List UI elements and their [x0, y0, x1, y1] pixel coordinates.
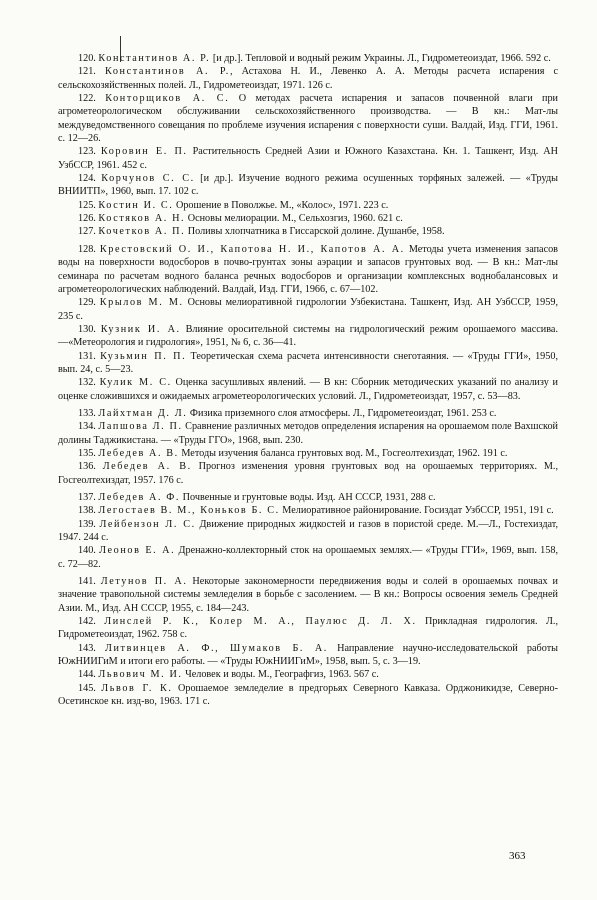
- entry-author: Костяков А. Н.: [98, 213, 186, 225]
- bibliography-entry: [58, 296, 558, 323]
- entry-number: 137.: [78, 492, 96, 503]
- entry-number: 128.: [78, 243, 96, 255]
- entry-author: Лебедев А. Ф.: [98, 492, 181, 503]
- bibliography-entry: [58, 544, 558, 571]
- bibliography-entry: [58, 145, 558, 172]
- entry-text: Дренажно-коллекторный сток на орошаемых землях.— «Труды ГГИ», 1969, вып. 158, с. 72—82.: [58, 545, 559, 570]
- entry-number: 144.: [78, 669, 96, 681]
- entry-text: Физика приземного слоя атмосферы. Л., Гидрометеоиздат, 1961. 253 с.: [187, 407, 497, 419]
- bibliography-entry: [58, 323, 558, 350]
- bibliography-entry: [58, 243, 558, 296]
- entry-author: Кочетков А. П.: [98, 226, 186, 238]
- entry-number: 138.: [78, 505, 96, 517]
- bibliography-entry: [58, 460, 558, 487]
- entry-text: Основы мелиоративной гидрологии Узбекистана. Ташкент, Изд. АН УзбССР, 1959, 235 с.: [58, 297, 559, 322]
- entry-number: 141.: [78, 576, 96, 588]
- bibliography-entry: [58, 199, 558, 212]
- bibliography-entry: [58, 65, 558, 92]
- entry-author: Корчунов С. С.: [101, 173, 195, 185]
- entry-author: Лебедев А. В.: [102, 461, 192, 473]
- entry-author: Конторщиков А. С.: [105, 93, 230, 105]
- entry-text: Оценка засушливых явлений. — В кн: Сборник методических указаний по анализу и оценке сложившихся и ожидаемых агрометеорологических условий. Л., Гидрометеоиздат, 1957, с. 53—83.: [58, 377, 558, 402]
- bibliography-entry: [58, 575, 558, 615]
- entry-text: Почвенные и грунтовые воды. Изд. АН СССР, 1931, 288 с.: [180, 492, 436, 503]
- entry-number: 145.: [78, 682, 96, 694]
- entry-text: Человек и воды. М., Географгиз, 1963. 567 с.: [182, 669, 379, 681]
- entry-text: Теоретическая схема расчета интенсивности снеготаяния. — «Труды ГГИ», 1950, вып. 24, с. 5—23.: [58, 350, 558, 375]
- bibliography-entry: [58, 518, 558, 545]
- entry-author: Лебедев А. В.: [98, 447, 179, 459]
- entry-number: 139.: [78, 518, 96, 530]
- entry-author: Кузьмин П. П.: [100, 350, 187, 362]
- entry-number: 122.: [78, 93, 96, 105]
- entry-author: Константинов А. Р.: [104, 66, 230, 78]
- entry-number: 134.: [78, 421, 96, 433]
- entry-author: Львович М. И.: [98, 669, 183, 681]
- entry-number: 140.: [78, 545, 96, 557]
- entry-number: 136.: [78, 461, 96, 473]
- entry-number: 124.: [78, 173, 96, 185]
- entry-text: Прогноз изменения уровня грунтовых вод на орошаемых территориях. М., Госгеолтехиздат, 1957. 176 с.: [58, 461, 559, 486]
- entry-number: 123.: [78, 146, 96, 158]
- entry-author: Лапшова Л. П.: [98, 421, 183, 433]
- entry-number: 120.: [78, 53, 96, 64]
- entry-text: Движение природных жидкостей и газов в пористой среде. М.—Л., Гостехиздат, 1947. 244 с.: [58, 518, 559, 544]
- bibliography-entry: [58, 447, 558, 460]
- entry-number: 127.: [78, 226, 96, 238]
- entry-text: Некоторые закономерности передвижения воды и солей в орошаемых почвах и значение травопольной системы земледелия в борьбе с засолением. — В кн.: Вопросы освоения земель Средней Азии. М., Изд. АН СССР, 1955, с. 184—243.: [58, 576, 558, 614]
- bibliography-entry: [58, 668, 558, 681]
- entry-text: Прикладная гидрология. Л., Гидрометеоиздат, 1962. 758 с.: [58, 616, 558, 641]
- bibliography-entry: [58, 376, 558, 403]
- entry-author: Лайхтман Д. Л.: [98, 407, 188, 419]
- entry-number: 130.: [78, 323, 96, 335]
- bibliography-entry: [58, 491, 558, 504]
- bibliography-entry: [58, 350, 558, 377]
- entry-text: Методы учета изменения запасов воды на поверхности водосборов в почво-грунтах зоны аэрации и запасов грунтовых вод. — В кн.: Мат-лы семинара по расчетам водного баланса речных водосборов и организации комплексных воднобалансовых и агрометеорологических наблюдений. Валдай, Изд. ГГИ, 1966, с. 67—102.: [58, 243, 558, 295]
- entry-text: Направление научно-исследовательской работы ЮжНИИГиМ и итоги его работы. — «Труды ЮжНИИГиМ», 1958, вып. 5, с. 3—19.: [58, 642, 558, 668]
- bibliography-entry: [58, 172, 558, 199]
- entry-text: Орошаемое земледелие в предгорьях Северного Кавказа. Орджоникидзе, Северно-Осетинское кн. изд-во, 1963. 171 с.: [58, 682, 558, 708]
- entry-author: Леонов Е. А.: [99, 545, 176, 557]
- entry-text: Влияние оросительной системы на гидрологический режим орошаемого массива. —«Метеорология и гидрология», 1951, № 6, с. 36—41.: [58, 323, 558, 349]
- entry-text: О методах расчета испарения и запасов почвенной влаги при агрометеорологическом обслуживании сельскохозяйственного производства. — В кн.: Мат-лы междуведомственного совещания по проблеме изучения испарения с поверхности суши. Валдай, Изд. ГГИ, 1961. с. 12—26.: [58, 93, 559, 145]
- entry-author: Коровин Е. П.: [100, 146, 188, 158]
- entry-text: , Астахова Н. И., Левенко А. А. Методы расчета испарения с сельскохозяйственных полей. Л., Гидрометеоиздат, 1971. 126 с.: [58, 66, 559, 91]
- entry-author: Костин И. С.: [98, 199, 174, 211]
- bibliography-entry: [58, 52, 558, 65]
- entry-text: Орошение в Поволжье. М., «Колос», 1971. 223 с.: [173, 199, 389, 211]
- entry-number: 131.: [78, 350, 96, 362]
- entry-text: Растительность Средней Азии и Южного Казахстана. Кн. 1. Ташкент, Изд. АН УзбССР, 1961. 452 с.: [58, 146, 559, 171]
- entry-number: 143.: [78, 642, 96, 654]
- entry-author: Линслей Р. К., Колер М. А., Паулюс Д. Л. Х.: [104, 616, 417, 628]
- bibliography-entry: [58, 642, 558, 669]
- entry-text: [и др.]. Изучение водного режима осушенных торфяных залежей. — «Труды ВНИИТП», 1960, вып. 17. 102 с.: [58, 173, 558, 198]
- entry-number: 129.: [78, 297, 96, 309]
- bibliography-entry: [58, 504, 558, 517]
- entry-author: Кулик М. С.: [99, 377, 172, 389]
- entry-author: Литвинцев А. Ф., Шумаков Б. А.: [105, 642, 328, 654]
- entry-text: Сравнение различных методов определения испарения на орошаемом поле Вахшской долины Таджикистана. — «Труды ГГО», 1968, вып. 230.: [58, 421, 558, 446]
- entry-number: 121.: [78, 66, 96, 78]
- bibliography-entry: [58, 92, 558, 145]
- entry-number: 133.: [78, 407, 96, 419]
- bibliography-entry: [58, 212, 558, 225]
- entry-author: Летунов П. А.: [100, 576, 188, 588]
- bibliography-entry: [58, 682, 558, 709]
- entry-number: 126.: [78, 213, 96, 225]
- entry-author: Легостаев В. М., Коньков Б. С.: [98, 505, 280, 517]
- entry-text: Основы мелиорации. М., Сельхозгиз, 1960. 621 с.: [185, 213, 403, 225]
- entry-text: Мелиоративное районирование. Госиздат УзбССР, 1951, 191 с.: [279, 505, 554, 517]
- entry-author: Крылов М. М.: [99, 297, 184, 309]
- entry-number: 125.: [78, 199, 96, 211]
- entry-number: 135.: [78, 447, 96, 459]
- entry-author: Лейбензон Л. С.: [99, 518, 196, 530]
- entry-author: Кузник И. А.: [100, 323, 181, 335]
- bibliography-list: [58, 52, 558, 709]
- bibliography-entry: [58, 225, 558, 238]
- entry-text: Методы изучения баланса грунтовых вод. М., Госгеолтехиздат, 1962. 191 с.: [178, 447, 508, 459]
- bibliography-entry: [58, 420, 558, 447]
- bibliography-entry: [58, 615, 558, 642]
- entry-number: 142.: [78, 616, 96, 628]
- page-number: 363: [509, 850, 526, 862]
- entry-author: Львов Г. К.: [101, 682, 173, 694]
- entry-text: [и др.]. Тепловой и водный режим Украины. Л., Гидрометеоиздат, 1966. 592 с.: [210, 53, 551, 64]
- entry-author: Константинов А. Р.: [98, 53, 211, 64]
- bibliography-entry: [58, 407, 558, 420]
- entry-number: 132.: [78, 377, 96, 389]
- entry-author: Крестовский О. И., Капотова Н. И., Капотов А. А.: [99, 243, 405, 255]
- entry-text: Поливы хлопчатника в Гиссарской долине. Душанбе, 1958.: [185, 226, 445, 238]
